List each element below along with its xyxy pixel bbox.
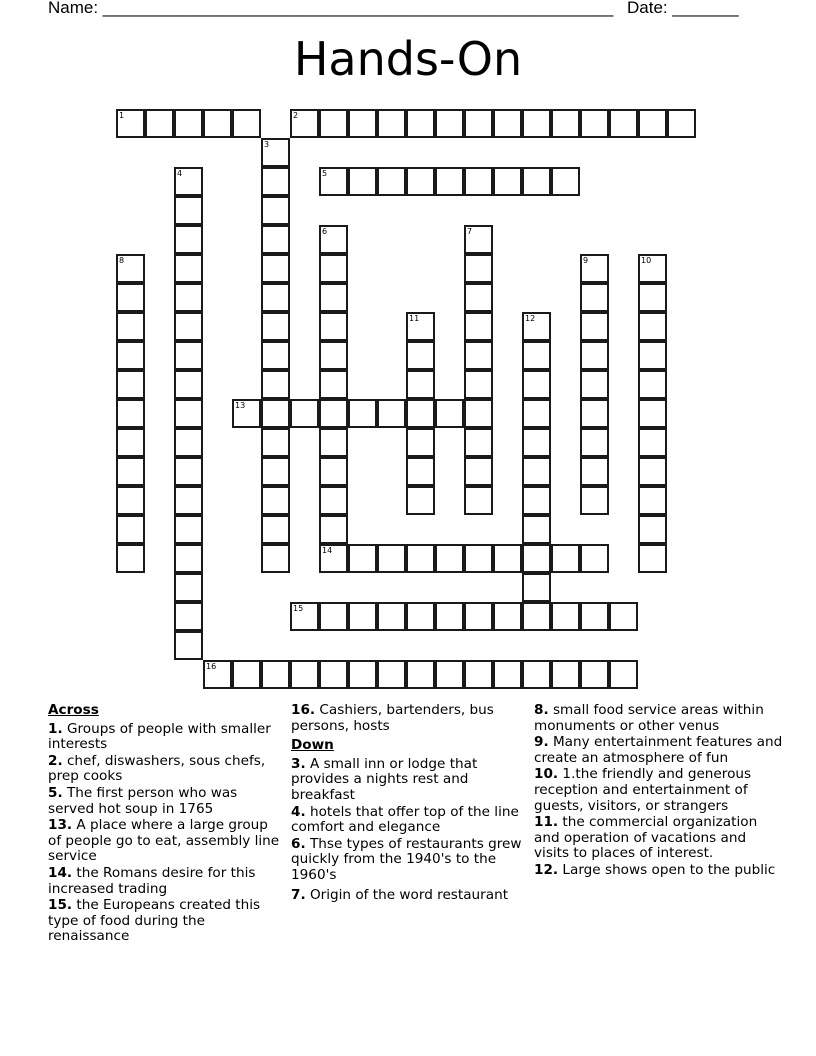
crossword-cell[interactable] — [261, 457, 290, 486]
crossword-cell[interactable] — [261, 225, 290, 254]
crossword-cell[interactable] — [261, 196, 290, 225]
crossword-cell[interactable] — [580, 341, 609, 370]
clue-down-11: 11. the commercial organization and operation of vacations and visits to places of interest. — [534, 814, 758, 862]
crossword-cell[interactable] — [406, 312, 435, 341]
crossword-cell[interactable] — [464, 544, 493, 573]
crossword-cell[interactable] — [377, 602, 406, 631]
clue-down-12: 12. Large shows open to the public — [534, 861, 776, 878]
crossword-cell[interactable] — [609, 602, 638, 631]
crossword-cell[interactable] — [261, 138, 290, 167]
crossword-cell[interactable] — [319, 254, 348, 283]
crossword-cell[interactable] — [116, 515, 145, 544]
crossword-cell[interactable] — [319, 602, 348, 631]
clue-number: 2 — [293, 111, 299, 120]
crossword-cell[interactable] — [493, 602, 522, 631]
crossword-cell[interactable] — [174, 254, 203, 283]
crossword-cell[interactable] — [464, 109, 493, 138]
crossword-cell[interactable] — [319, 486, 348, 515]
crossword-cell[interactable] — [522, 486, 551, 515]
crossword-cell[interactable] — [580, 312, 609, 341]
crossword-cell[interactable] — [319, 167, 348, 196]
crossword-cell[interactable] — [203, 660, 232, 689]
crossword-cell[interactable] — [464, 486, 493, 515]
crossword-cell[interactable] — [435, 544, 464, 573]
crossword-cell[interactable] — [522, 660, 551, 689]
crossword-cell[interactable] — [116, 312, 145, 341]
clue-number: 8 — [119, 256, 125, 265]
crossword-cell[interactable] — [319, 283, 348, 312]
crossword-cell[interactable] — [464, 602, 493, 631]
crossword-cell[interactable] — [290, 602, 319, 631]
crossword-cell[interactable] — [116, 544, 145, 573]
clue-number: 5 — [322, 169, 328, 178]
crossword-cell[interactable] — [406, 399, 435, 428]
crossword-cell[interactable] — [174, 109, 203, 138]
clue-across-16: 16. Cashiers, bartenders, bus persons, hosts — [291, 702, 494, 734]
crossword-cell[interactable] — [261, 341, 290, 370]
crossword-cell[interactable] — [522, 109, 551, 138]
clue-down-7: 7. Origin of the word restaurant — [291, 886, 509, 903]
crossword-cell[interactable] — [319, 370, 348, 399]
clue-down-3: 3. A small inn or lodge that provides a nights rest and breakfast — [291, 755, 478, 803]
clue-down-9: 9. Many entertainment features and create an atmosphere of fun — [534, 734, 783, 766]
crossword-cell[interactable] — [522, 312, 551, 341]
clue-number: 3 — [264, 140, 270, 149]
crossword-cell[interactable] — [580, 399, 609, 428]
crossword-cell[interactable] — [580, 283, 609, 312]
clue-number: 15 — [293, 604, 304, 613]
crossword-cell[interactable] — [319, 515, 348, 544]
date-field-label[interactable]: Date: _______ — [627, 0, 739, 17]
crossword-cell[interactable] — [203, 109, 232, 138]
crossword-cell[interactable] — [638, 370, 667, 399]
crossword-cell[interactable] — [551, 660, 580, 689]
crossword-cell[interactable] — [638, 544, 667, 573]
crossword-cell[interactable] — [319, 428, 348, 457]
crossword-cell[interactable] — [290, 660, 319, 689]
crossword-cell[interactable] — [406, 109, 435, 138]
crossword-cell[interactable] — [174, 167, 203, 196]
crossword-cell[interactable] — [464, 225, 493, 254]
crossword-cell[interactable] — [261, 167, 290, 196]
clue-number: 6 — [322, 227, 328, 236]
crossword-cell[interactable] — [116, 254, 145, 283]
crossword-cell[interactable] — [232, 660, 261, 689]
crossword-cell[interactable] — [493, 660, 522, 689]
crossword-cell[interactable] — [435, 109, 464, 138]
crossword-cell[interactable] — [638, 341, 667, 370]
crossword-cell[interactable] — [232, 399, 261, 428]
clue-number: 7 — [467, 227, 473, 236]
crossword-cell[interactable] — [522, 399, 551, 428]
crossword-cell[interactable] — [348, 660, 377, 689]
crossword-cell[interactable] — [522, 544, 551, 573]
crossword-cell[interactable] — [464, 254, 493, 283]
crossword-cell[interactable] — [551, 167, 580, 196]
crossword-cell[interactable] — [174, 341, 203, 370]
crossword-cell[interactable] — [261, 515, 290, 544]
crossword-cell[interactable] — [435, 399, 464, 428]
crossword-cell[interactable] — [464, 428, 493, 457]
crossword-cell[interactable] — [580, 486, 609, 515]
down-heading: Down — [291, 737, 334, 754]
crossword-cell[interactable] — [435, 602, 464, 631]
crossword-cell[interactable] — [522, 167, 551, 196]
crossword-cell[interactable] — [522, 341, 551, 370]
crossword-cell[interactable] — [406, 370, 435, 399]
clue-number: 12 — [525, 314, 536, 323]
crossword-cell[interactable] — [174, 196, 203, 225]
crossword-cell[interactable] — [580, 602, 609, 631]
crossword-cell[interactable] — [116, 370, 145, 399]
page-title: Hands-On — [293, 32, 523, 86]
crossword-cell[interactable] — [174, 573, 203, 602]
crossword-cell[interactable] — [638, 312, 667, 341]
crossword-cell[interactable] — [261, 660, 290, 689]
crossword-cell[interactable] — [377, 109, 406, 138]
crossword-cell[interactable] — [319, 225, 348, 254]
crossword-cell[interactable] — [638, 457, 667, 486]
crossword-cell[interactable] — [551, 109, 580, 138]
crossword-cell[interactable] — [145, 109, 174, 138]
crossword-cell[interactable] — [522, 602, 551, 631]
crossword-cell[interactable] — [261, 312, 290, 341]
crossword-cell[interactable] — [580, 254, 609, 283]
clue-number: 11 — [409, 314, 420, 323]
clues-column-3 — [534, 703, 784, 880]
clue-across-15: 15. the Europeans created this type of food during the renaissance — [48, 897, 261, 945]
crossword-cell[interactable] — [174, 428, 203, 457]
crossword-cell[interactable] — [580, 457, 609, 486]
clues-column-2 — [291, 703, 527, 904]
clue-number: 13 — [235, 401, 246, 410]
crossword-cell[interactable] — [232, 109, 261, 138]
crossword-cell[interactable] — [290, 399, 319, 428]
crossword-cell[interactable] — [638, 283, 667, 312]
crossword-cell[interactable] — [116, 283, 145, 312]
crossword-cell[interactable] — [406, 486, 435, 515]
crossword-cell[interactable] — [551, 544, 580, 573]
crossword-cell[interactable] — [580, 428, 609, 457]
crossword-cell[interactable] — [580, 109, 609, 138]
crossword-cell[interactable] — [319, 312, 348, 341]
crossword-cell[interactable] — [464, 167, 493, 196]
crossword-cell[interactable] — [174, 225, 203, 254]
crossword-cell[interactable] — [522, 573, 551, 602]
clue-number: 1 — [119, 111, 125, 120]
crossword-cell[interactable] — [667, 109, 696, 138]
crossword-cell[interactable] — [319, 341, 348, 370]
crossword-cell[interactable] — [174, 631, 203, 660]
crossword-cell[interactable] — [174, 312, 203, 341]
crossword-cell[interactable] — [435, 660, 464, 689]
crossword-cell[interactable] — [580, 544, 609, 573]
crossword-cell[interactable] — [638, 254, 667, 283]
clue-number: 4 — [177, 169, 183, 178]
crossword-cell[interactable] — [609, 660, 638, 689]
clue-down-4: 4. hotels that offer top of the line comfort and elegance — [291, 803, 519, 836]
clue-down-6: 6. Thse types of restaurants grew quickly from the 1940's to the 1960's — [291, 835, 522, 883]
crossword-cell[interactable] — [435, 167, 464, 196]
crossword-cell[interactable] — [522, 515, 551, 544]
crossword-cell[interactable] — [261, 283, 290, 312]
clue-down-10: 10. 1.the friendly and generous reception and entertainment of guests, visitors, or strangers — [534, 766, 752, 814]
crossword-cell[interactable] — [348, 399, 377, 428]
clue-across-1: 1. Groups of people with smaller interests — [48, 720, 271, 753]
clue-across-14: 14. the Romans desire for this increased trading — [48, 864, 256, 897]
crossword-cell[interactable] — [406, 602, 435, 631]
crossword-cell[interactable] — [464, 341, 493, 370]
crossword-cell[interactable] — [493, 544, 522, 573]
across-heading: Across — [48, 702, 99, 718]
crossword-cell[interactable] — [116, 428, 145, 457]
crossword-cell[interactable] — [319, 109, 348, 138]
crossword-cell[interactable] — [261, 370, 290, 399]
crossword-cell[interactable] — [493, 109, 522, 138]
crossword-cell[interactable] — [638, 109, 667, 138]
crossword-cell[interactable] — [174, 457, 203, 486]
clue-across-2: 2. chef, diswashers, sous chefs, prep cooks — [48, 752, 266, 785]
clue-down-8: 8. small food service areas within monuments or other venus — [534, 702, 764, 734]
crossword-cell[interactable] — [609, 109, 638, 138]
crossword-cell[interactable] — [348, 109, 377, 138]
crossword-cell[interactable] — [464, 370, 493, 399]
crossword-cell[interactable] — [174, 515, 203, 544]
crossword-cell[interactable] — [174, 370, 203, 399]
crossword-cell[interactable] — [464, 457, 493, 486]
crossword-cell[interactable] — [464, 312, 493, 341]
crossword-cell[interactable] — [406, 167, 435, 196]
crossword-cell[interactable] — [638, 486, 667, 515]
crossword-cell[interactable] — [638, 515, 667, 544]
crossword-cell[interactable] — [406, 544, 435, 573]
crossword-cell[interactable] — [290, 109, 319, 138]
crossword-cell[interactable] — [174, 283, 203, 312]
crossword-cell[interactable] — [261, 428, 290, 457]
crossword-cell[interactable] — [116, 341, 145, 370]
crossword-cell[interactable] — [174, 602, 203, 631]
clues-column-1 — [48, 703, 280, 946]
crossword-cell[interactable] — [116, 399, 145, 428]
crossword-cell[interactable] — [174, 544, 203, 573]
clue-number: 10 — [641, 256, 652, 265]
crossword-cell[interactable] — [551, 602, 580, 631]
crossword-cell[interactable] — [261, 486, 290, 515]
clue-number: 9 — [583, 256, 589, 265]
crossword-cell[interactable] — [464, 399, 493, 428]
crossword-cell[interactable] — [116, 457, 145, 486]
crossword-cell[interactable] — [377, 399, 406, 428]
crossword-cell[interactable] — [406, 457, 435, 486]
crossword-cell[interactable] — [377, 660, 406, 689]
crossword-cell[interactable] — [406, 341, 435, 370]
crossword-cell[interactable] — [174, 399, 203, 428]
crossword-cell[interactable] — [261, 399, 290, 428]
crossword-cell[interactable] — [638, 428, 667, 457]
crossword-cell[interactable] — [406, 660, 435, 689]
crossword-cell[interactable] — [464, 283, 493, 312]
crossword-cell[interactable] — [348, 167, 377, 196]
clue-number: 16 — [206, 662, 217, 671]
crossword-cell[interactable] — [261, 544, 290, 573]
crossword-cell[interactable] — [522, 370, 551, 399]
crossword-cell[interactable] — [464, 660, 493, 689]
crossword-cell[interactable] — [580, 370, 609, 399]
crossword-cell[interactable] — [116, 109, 145, 138]
crossword-cell[interactable] — [348, 602, 377, 631]
crossword-cell[interactable] — [377, 167, 406, 196]
crossword-cell[interactable] — [348, 544, 377, 573]
crossword-cell[interactable] — [377, 544, 406, 573]
crossword-cell[interactable] — [319, 399, 348, 428]
crossword-cell[interactable] — [493, 167, 522, 196]
clue-across-13: 13. A place where a large group of people go to eat, assembly line service — [48, 817, 280, 865]
crossword-cell[interactable] — [319, 457, 348, 486]
crossword-cell[interactable] — [406, 428, 435, 457]
crossword-cell[interactable] — [580, 660, 609, 689]
crossword-cell[interactable] — [116, 486, 145, 515]
crossword-cell[interactable] — [319, 544, 348, 573]
crossword-cell[interactable] — [319, 660, 348, 689]
clue-number: 14 — [322, 546, 333, 555]
crossword-cell[interactable] — [522, 428, 551, 457]
crossword-cell[interactable] — [522, 457, 551, 486]
crossword-cell[interactable] — [638, 399, 667, 428]
crossword-cell[interactable] — [174, 486, 203, 515]
name-field-label[interactable]: Name: ______________________________________________________ — [48, 0, 614, 17]
crossword-cell[interactable] — [261, 254, 290, 283]
clue-across-5: 5. The first person who was served hot soup in 1765 — [48, 784, 238, 817]
